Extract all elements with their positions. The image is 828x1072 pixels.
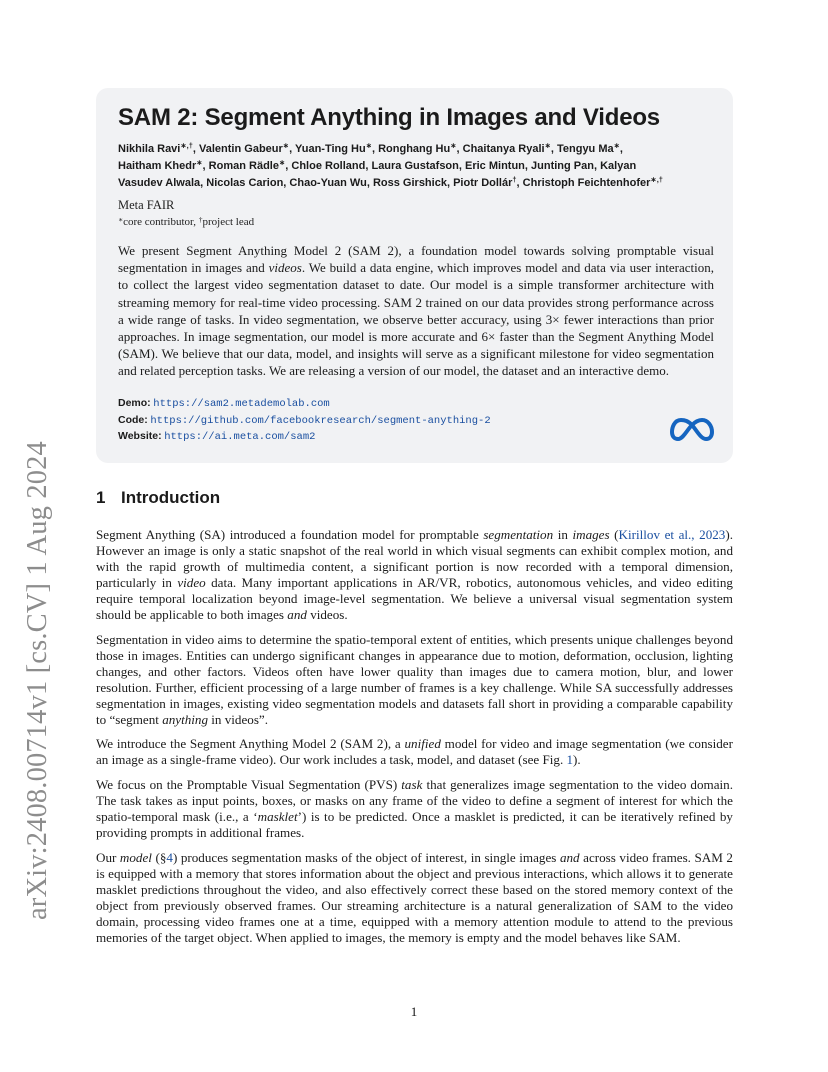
footnote-mark: † (198, 215, 203, 224)
page-number: 1 (410, 1004, 418, 1019)
demo-link-row (118, 396, 491, 413)
author-name: Nikhila Ravi (118, 143, 181, 155)
author-mark: ∗ (282, 141, 290, 150)
abstract-card (96, 88, 733, 463)
code-link-row (118, 413, 491, 430)
section-ref-link[interactable]: 4 (166, 850, 173, 865)
author-mark: ∗ (613, 141, 620, 150)
intro-paragraph-5: Our model (§4) produces segmentation masks of the object of interest, in single images and across video frames. SAM 2 is equipped with a memory that stores information about the object and previous interactions, which allows it to generate masklet predictions throughout the video, and also effectively correct these based on the stored memory context of the object from previously observed frames. Our streaming architecture is a natural generalization of SAM to the video domain, processing video frames one at a time, equipped with a memory attention module to attend to the previous memories of the target object. When applied to images, the memory is empty and the model behaves like SAM. (96, 850, 733, 946)
author-name: Tengyu Ma (556, 143, 614, 155)
author-name: Chloe Rolland (291, 160, 366, 172)
author-mark: ∗ (450, 141, 457, 150)
affiliation: Meta FAIR (118, 198, 175, 212)
author-name: Junting Pan (531, 160, 594, 172)
abstract-text: We present Segment Anything Model 2 (SAM 2), a foundation model towards solving promptable visual segmentation in images and videos. We build a data engine, which improves model and data via user interaction, to collect the largest video segmentation dataset to date. Our model is a simple transformer architecture with streaming memory for real-time video processing. SAM 2 trained on our data provides strong performance across a wide range of tasks. In video segmentation, we observe better accuracy, using 3× fewer interactions than prior approaches. In image segmentation, our model is more accurate and 6× faster than the Segment Anything Model (SAM). We believe that our data, model, and insights will serve as a significant milestone for video segmentation and related perception tasks. We are releasing a version of our model, the dataset and an interactive demo. (118, 243, 714, 379)
author-line: Vasudev Alwala, Nicolas Carion, Chao-Yuan Wu, Ross Girshick, Piotr Dollár†, Christoph Feichtenhofer∗,† (118, 175, 663, 189)
author-line: Nikhila Ravi∗,†, Valentin Gabeur∗, Yuan-Ting Hu∗, Ronghang Hu∗, Chaitanya Ryali∗, Tengyu Ma∗, (118, 141, 623, 155)
section-title: Introduction (121, 488, 221, 507)
author-name: Ross Girshick (372, 177, 447, 189)
code-label: Code: (118, 413, 148, 426)
author-line: Haitham Khedr∗, Roman Rädle∗, Chloe Rolland, Laura Gustafson, Eric Mintun, Junting Pan, Kalyan (118, 158, 637, 172)
intro-paragraph-4: We focus on the Promptable Visual Segmentation (PVS) task that generalizes image segmentation to the video domain. The task takes as input points, boxes, or masks on any frame of the video to define a segment of interest for which the spatio-temporal mask (i.e., a ‘masklet’) is to be predicted. Once a masklet is predicted, it can be iteratively refined by providing prompts in additional frames. (96, 777, 733, 841)
footnote-mark: ∗ (118, 215, 124, 224)
paper-title: SAM 2: Segment Anything in Images and Videos (118, 104, 660, 131)
author-mark: ∗ (278, 158, 286, 167)
author-name: Haitham Khedr (118, 160, 197, 172)
demo-link[interactable]: https://sam2.metademolab.com (153, 398, 330, 410)
author-name: Chao-Yuan Wu (289, 177, 367, 189)
intro-paragraph-2: Segmentation in video aims to determine the spatio-temporal extent of entities, which presents unique challenges beyond those in images. Entities can undergo significant changes in appearance due to motion, deformation, occlusion, lighting changes, and other factors. Videos often have lower quality than images due to camera motion, blur, and lower resolution. Further, efficient processing of a large number of frames is a key challenge. While SA successfully addresses segmentation in images, existing video segmentation models and datasets fall short in providing a comparable capability to “segment anything in videos”. (96, 632, 733, 728)
author-name: Nicolas Carion (206, 177, 284, 189)
website-label: Website: (118, 430, 162, 442)
website-link[interactable]: https://ai.meta.com/sam2 (164, 431, 316, 443)
arxiv-side-stamp: arXiv:2408.00714v1 [cs.CV] 1 Aug 2024 (22, 441, 53, 920)
author-name: Laura Gustafson (371, 160, 459, 172)
author-name: Roman Rädle (208, 160, 279, 172)
website-link-row (118, 429, 491, 446)
footnote-text: core contributor, (123, 216, 199, 228)
author-mark: ∗ (365, 141, 372, 150)
author-mark: ∗ (544, 141, 551, 150)
author-mark: ∗ (196, 158, 203, 167)
section-number: 1 (96, 488, 106, 507)
footnote-text: project lead (202, 216, 255, 228)
meta-infinity-icon (670, 416, 714, 442)
resource-links (118, 396, 491, 446)
author-list (118, 141, 718, 192)
code-link[interactable]: https://github.com/facebookresearch/segment-anything-2 (150, 414, 491, 427)
author-name: Chaitanya Ryali (462, 143, 545, 155)
contributor-footnote (118, 216, 254, 228)
author-mark: † (512, 175, 517, 184)
author-name: Christoph Feichtenhofer (522, 177, 651, 189)
author-name: Vasudev Alwala (118, 177, 201, 189)
intro-paragraph-1: Segment Anything (SA) introduced a foundation model for promptable segmentation in images (Kirillov et al., 2023). However an image is only a static snapshot of the real world in which visual segments can exhibit complex motion, and with the rapid growth of multimedia content, a significant portion is now recorded with a temporal dimension, particularly in video data. Many important applications in AR/VR, robotics, autonomous vehicles, and video editing require temporal localization beyond image-level segmentation. We believe a universal visual segmentation system should be applicable to both images and videos. (96, 527, 733, 623)
author-name: Kalyan (600, 160, 637, 172)
author-name: Eric Mintun (465, 160, 525, 172)
section-heading (96, 488, 220, 508)
intro-paragraph-3: We introduce the Segment Anything Model 2 (SAM 2), a unified model for video and image segmentation (we consider an image as a single-frame video). Our work includes a task, model, and dataset (see Fig. 1). (96, 736, 733, 768)
author-name: Piotr Dollár (453, 177, 513, 189)
author-name: Ronghang Hu (378, 143, 451, 155)
author-mark: ∗,† (650, 175, 663, 184)
citation-link[interactable]: Kirillov et al., 2023 (618, 527, 726, 542)
figure-ref-link[interactable]: 1 (566, 752, 574, 768)
demo-label: Demo: (118, 397, 151, 409)
author-name: Yuan-Ting Hu (295, 143, 366, 155)
author-mark: ∗,† (180, 141, 193, 150)
author-name: Valentin Gabeur (199, 143, 283, 155)
